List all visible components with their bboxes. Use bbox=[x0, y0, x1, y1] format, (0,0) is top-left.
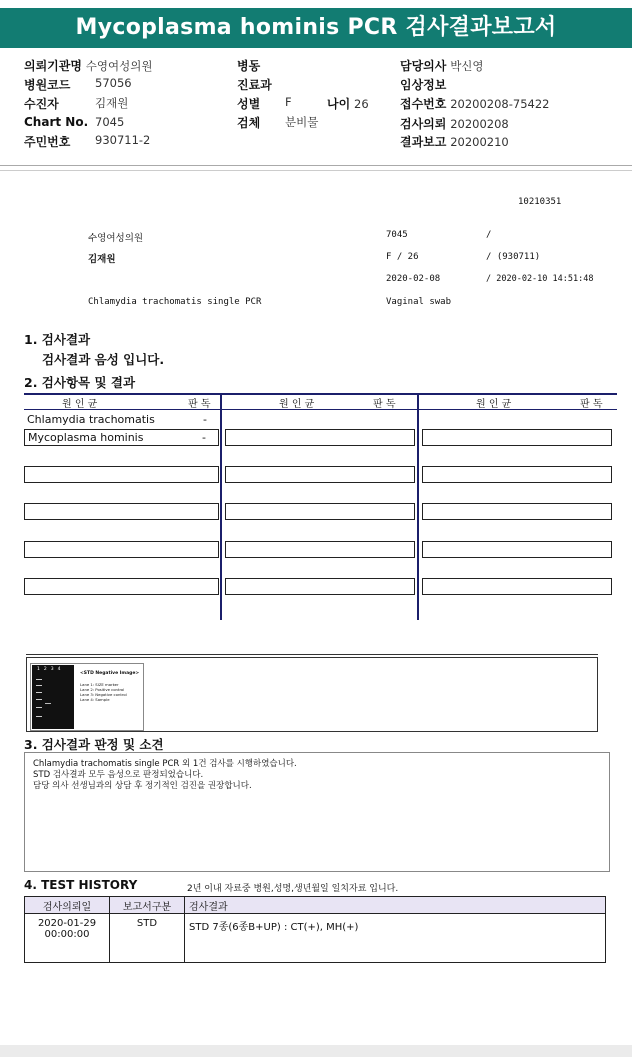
page-bottom-gutter bbox=[0, 1045, 632, 1057]
request-label: 검사의뢰 bbox=[400, 117, 447, 131]
section3-heading: 3. 검사결과 판정 및 소견 bbox=[24, 737, 164, 752]
info-specimen: Vaginal swab bbox=[386, 297, 452, 307]
patient-value: 김재원 bbox=[95, 96, 129, 110]
history-note: 2년 이내 자료중 병원,성명,생년월일 일치자료 입니다. bbox=[187, 884, 399, 894]
gel-electrophoresis-image bbox=[32, 665, 74, 729]
column-divider bbox=[417, 393, 419, 620]
opinion-box bbox=[24, 752, 610, 872]
history-row bbox=[25, 914, 606, 963]
receipt-value: 20200208-75422 bbox=[450, 97, 550, 111]
rrn-row bbox=[24, 133, 151, 150]
header-divider bbox=[0, 165, 632, 166]
chart-label: Chart No. bbox=[24, 115, 89, 129]
hospital-code-value: 57056 bbox=[95, 76, 132, 90]
empty-result-row bbox=[24, 541, 219, 558]
empty-result-row bbox=[225, 503, 415, 520]
receipt-label: 접수번호 bbox=[400, 97, 447, 111]
empty-result-row bbox=[24, 578, 219, 595]
empty-result-row bbox=[422, 578, 612, 595]
section1-text: 검사결과 음성 입니다. bbox=[42, 352, 165, 367]
col-pathogen-label: 원 인 균 bbox=[62, 399, 98, 410]
info-clinic: 수영여성의원 bbox=[88, 233, 144, 244]
history-col-type: 보고서구분 bbox=[110, 897, 185, 914]
empty-result-row bbox=[225, 578, 415, 595]
image-panel-rule bbox=[26, 654, 598, 655]
patient-label: 수진자 bbox=[24, 97, 59, 111]
empty-result-row bbox=[422, 429, 612, 446]
empty-result-row bbox=[422, 466, 612, 483]
info-slash: / bbox=[486, 230, 492, 240]
specimen-row bbox=[237, 114, 319, 131]
result-judgement: - bbox=[203, 413, 207, 426]
column-header-1 bbox=[24, 393, 221, 410]
info-chart: 7045 bbox=[386, 230, 408, 240]
info-birth: / (930711) bbox=[486, 252, 541, 262]
rrn-value: 930711-2 bbox=[95, 133, 151, 147]
sex-label: 성별 bbox=[237, 97, 261, 111]
section1-heading: 1. 검사결과 bbox=[24, 332, 91, 347]
sex-row bbox=[237, 95, 292, 112]
request-value: 20200208 bbox=[450, 117, 509, 131]
column-header-2 bbox=[221, 393, 418, 410]
history-col-result: 검사결과 bbox=[185, 897, 606, 914]
history-time: 00:00:00 bbox=[44, 929, 90, 940]
chart-value: 7045 bbox=[95, 115, 125, 129]
specimen-label: 검체 bbox=[237, 116, 261, 130]
empty-result-row bbox=[24, 466, 219, 483]
empty-result-row bbox=[422, 541, 612, 558]
report-value: 20200210 bbox=[450, 135, 509, 149]
history-date: 2020-01-29 bbox=[37, 918, 97, 929]
hospital-code-label: 병원코드 bbox=[24, 78, 71, 92]
col-pathogen-label: 원 인 균 bbox=[279, 399, 315, 410]
result-row bbox=[24, 429, 219, 446]
info-sex-age: F / 26 bbox=[386, 252, 419, 262]
history-type: STD bbox=[110, 914, 185, 963]
col-judge-label: 판 독 bbox=[373, 399, 396, 410]
empty-result-row bbox=[24, 503, 219, 520]
empty-result-row bbox=[225, 466, 415, 483]
result-pathogen: Mycoplasma hominis bbox=[28, 431, 144, 444]
empty-result-row bbox=[225, 541, 415, 558]
report-row bbox=[400, 133, 509, 150]
institution-row bbox=[24, 57, 152, 74]
chart-row bbox=[24, 115, 125, 129]
doc-number: 10210351 bbox=[518, 197, 562, 207]
report-title: Mycoplasma hominis PCR 검사결과보고서 bbox=[0, 8, 632, 48]
result-pathogen: Chlamydia trachomatis bbox=[27, 413, 155, 426]
history-table bbox=[24, 896, 606, 963]
gel-lane-legend: Lane 1: SIZE marker Lane 2: Positive control Lane 3: Negative control Lane 4: Sample bbox=[80, 682, 127, 702]
col-judge-label: 판 독 bbox=[188, 399, 211, 410]
col-pathogen-label: 원 인 균 bbox=[476, 399, 512, 410]
ward-label: 병동 bbox=[237, 59, 261, 73]
receipt-row bbox=[400, 95, 549, 112]
doctor-label: 담당의사 bbox=[400, 59, 447, 73]
header-divider-2 bbox=[0, 170, 632, 171]
info-date-received: 2020-02-08 bbox=[386, 274, 441, 284]
opinion-line: STD 검사결과 모두 음성으로 판정되었습니다. bbox=[33, 770, 204, 780]
age-label: 나이 bbox=[327, 97, 351, 111]
history-result: STD 7종(6종B+UP) : CT(+), MH(+) bbox=[185, 914, 606, 963]
institution-label: 의뢰기관명 bbox=[24, 59, 82, 73]
empty-result-row bbox=[225, 429, 415, 446]
info-date-reported: / 2020-02-10 14:51:48 bbox=[486, 274, 594, 284]
report-label: 결과보고 bbox=[400, 135, 447, 149]
request-row bbox=[400, 115, 509, 132]
sex-value: F bbox=[285, 95, 292, 109]
lane-numbers: 1234 bbox=[37, 667, 65, 672]
empty-result-row bbox=[422, 503, 612, 520]
hospital-code-row bbox=[24, 76, 132, 93]
history-col-date: 검사의뢰일 bbox=[25, 897, 110, 914]
column-header-3 bbox=[418, 393, 617, 410]
col-judge-label: 판 독 bbox=[580, 399, 603, 410]
dept-label: 진료과 bbox=[237, 78, 272, 92]
gel-caption: <STD Negative Image> bbox=[80, 671, 140, 676]
opinion-line: Chlamydia trachomatis single PCR 외 1건 검사를 시행하였습니다. bbox=[33, 759, 297, 769]
opinion-line: 담당 의사 선생님과의 상담 후 정기적인 검진을 권장합니다. bbox=[33, 781, 252, 791]
institution-value: 수영여성의원 bbox=[85, 59, 153, 73]
clinical-label: 임상정보 bbox=[400, 78, 447, 92]
section2-heading: 2. 검사항목 및 결과 bbox=[24, 375, 136, 390]
doctor-value: 박신영 bbox=[450, 59, 484, 73]
history-date-cell bbox=[25, 914, 110, 963]
age-row bbox=[327, 95, 369, 112]
patient-row bbox=[24, 95, 129, 112]
specimen-value: 분비물 bbox=[285, 115, 319, 129]
result-judgement: - bbox=[202, 431, 206, 444]
result-row bbox=[24, 411, 219, 428]
column-divider bbox=[220, 393, 222, 620]
doctor-row bbox=[400, 57, 484, 74]
info-patient: 김재원 bbox=[88, 254, 116, 265]
rrn-label: 주민번호 bbox=[24, 135, 71, 149]
age-value: 26 bbox=[354, 97, 369, 111]
info-test-name: Chlamydia trachomatis single PCR bbox=[88, 297, 262, 307]
section4-heading: 4. TEST HISTORY bbox=[24, 878, 138, 892]
